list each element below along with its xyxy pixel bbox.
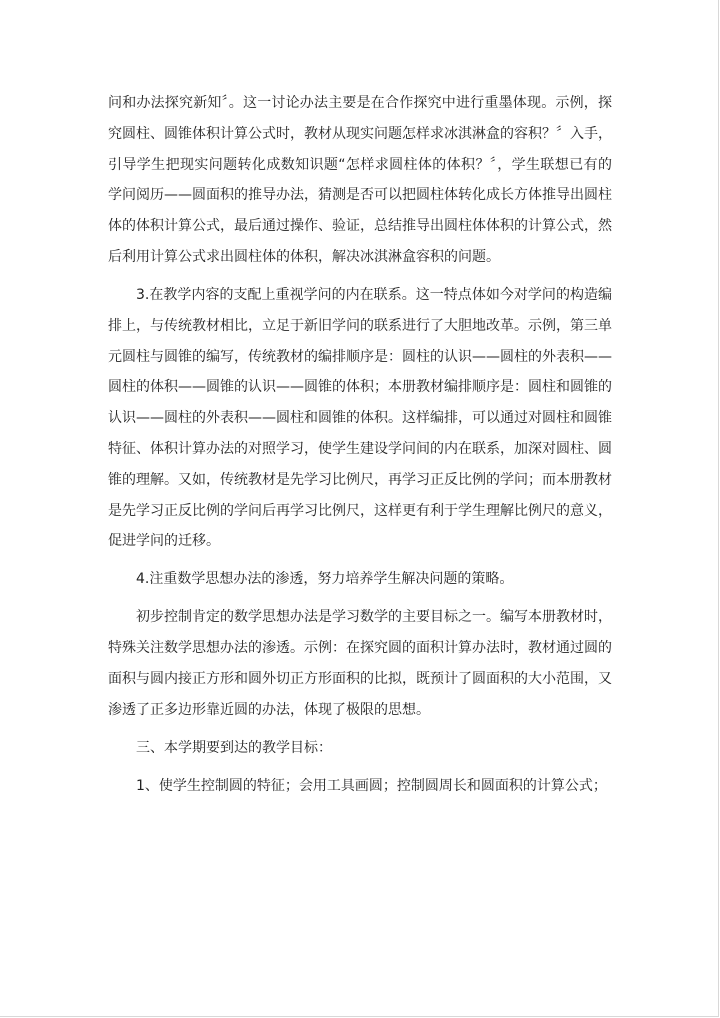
paragraph-item-4-body: 初步控制肯定的数学思想办法是学习数学的主要目标之一。编写本册教材时，特殊关注数学思想办法的渗透。示例：在探究圆的面积计算办法时，教材通过圆的面积与圆内接正方形和圆外切正方形面积的比拟，既预计了圆面积的大小范围，又渗透了正多边形靠近圆的办法，体现了极限的思想。 (108, 609, 612, 718)
paragraph-goal-1: 1、使学生控制圆的特征；会用工具画圆；控制圆周长和圆面积的计算公式； (136, 777, 607, 794)
paragraph-discussion-continuation: 问和办法探究新知〞。这一讨论办法主要是在合作探究中进行重墨体现。示例，探究圆柱、圆锥体积计算公式时，教材从现实问题怎样求冰淇淋盒的容积？〞入手，引导学生把现实问题转化成数知识题“怎样求圆柱体的体积？〞，学生联想已有的学问阅历——圆面积的推导办法，猜测是否可以把圆柱体转化成长方体推导出圆柱体的体积计算公式，最后通过操作、验证，总结推导出圆柱体体积的计算公式，然后利用计算公式求出圆柱体的体积，解决冰淇淋盒容积的问题。 (108, 95, 612, 265)
document-body (108, 88, 612, 809)
paragraph-item-3: 3.在教学内容的支配上重视学问的内在联系。这一特点体如今对学问的构造编排上，与传统教材相比，立足于新旧学问的联系进行了大胆地改革。示例，第三单元圆柱与圆锥的编写，传统教材的编排顺序是：圆柱的认识——圆柱的外表积——圆柱的体积——圆锥的认识——圆锥的体积；本册教材编排顺序是：圆柱和圆锥的认识——圆柱的外表积——圆柱和圆锥的体积。这样编排，可以通过对圆柱和圆锥特征、体积计算办法的对照学习，使学生建设学问间的内在联系，加深对圆柱、圆锥的理解。又如，传统教材是先学习比例尺，再学习正反比例的学问；而本册教材是先学习正反比例的学问后再学习比例尺，这样更有利于学生理解比例尺的意义，促进学问的迁移。 (108, 286, 612, 550)
paragraph-item-4: 4.注重数学思想办法的渗透，努力培养学生解决问题的策略。 (136, 571, 514, 588)
section-heading-teaching-goals: 三、本学期要到达的教学目标： (136, 739, 332, 756)
